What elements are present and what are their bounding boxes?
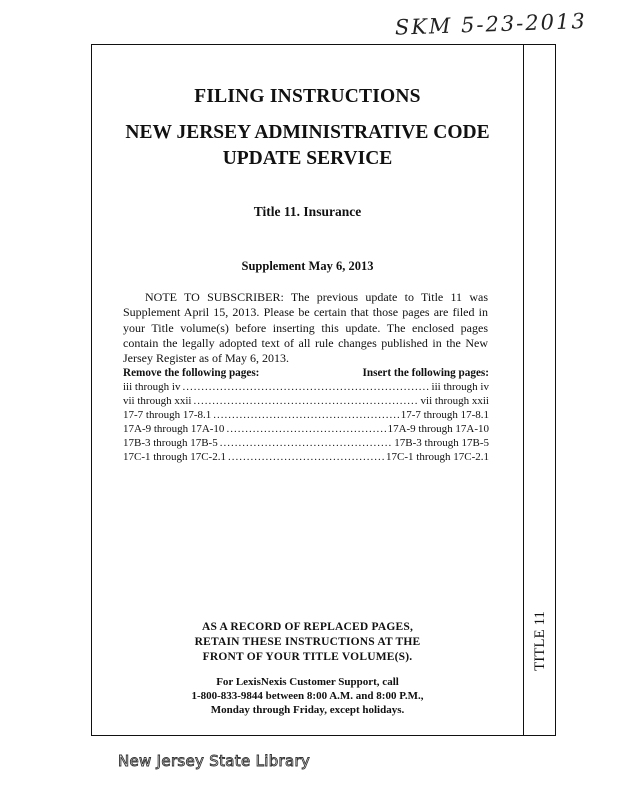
support-line-1: For LexisNexis Customer Support, call	[216, 676, 399, 688]
table-row	[123, 408, 489, 422]
leader-dots	[182, 380, 429, 394]
remove-cell: 17-7 through 17-8.1	[123, 409, 212, 421]
remove-cell: 17B-3 through 17B-5	[123, 437, 218, 449]
filing-instructions-heading: FILING INSTRUCTIONS	[194, 86, 421, 107]
leader-dots	[213, 408, 398, 422]
leader-dots	[220, 436, 393, 450]
insert-cell: iii through iv	[431, 381, 489, 393]
table-row	[123, 436, 489, 450]
insert-cell: 17-7 through 17-8.1	[400, 409, 489, 421]
leader-dots	[193, 394, 418, 408]
subscriber-note: NOTE TO SUBSCRIBER: The previous update to Title 11 was Supplement April 15, 2013. Please be certain that those pages are filed in your Title volume(s) before inserting this update. The enclosed pages contain the legally adopted text of all rule changes published in the New Jersey Register as of May 6, 2013.	[123, 290, 488, 366]
leader-dots	[226, 422, 385, 436]
insert-cell: 17A-9 through 17A-10	[387, 423, 489, 435]
leader-dots	[228, 450, 384, 464]
record-notice-line-1: AS A RECORD OF REPLACED PAGES,	[201, 621, 414, 633]
library-stamp: New Jersey State Library	[118, 752, 311, 770]
handwritten-annotation: SKM 5-23-2013	[394, 8, 588, 40]
table-row	[123, 450, 489, 464]
tab-divider	[523, 44, 524, 736]
support-line-3: Monday through Friday, except holidays.	[210, 704, 405, 716]
remove-cell: iii through iv	[123, 381, 181, 393]
record-notice-line-2: RETAIN THESE INSTRUCTIONS AT THE	[194, 636, 421, 648]
title-tab-label: TITLE 11	[532, 611, 548, 671]
record-notice-line-3: FRONT OF YOUR TITLE VOLUME(S).	[202, 651, 413, 663]
support-line-2: 1-800-833-9844 between 8:00 A.M. and 8:00 P.M.,	[191, 690, 424, 702]
remove-cell: vii through xxii	[123, 395, 192, 407]
table-row	[123, 422, 489, 436]
remove-cell: 17A-9 through 17A-10	[123, 423, 225, 435]
insert-header: Insert the following pages:	[362, 367, 489, 379]
remove-header: Remove the following pages:	[123, 367, 260, 379]
insert-cell: vii through xxii	[420, 395, 489, 407]
table-row	[123, 394, 489, 408]
supplement-date: Supplement May 6, 2013	[241, 259, 374, 273]
insert-cell: 17B-3 through 17B-5	[394, 437, 489, 449]
pages-table	[123, 366, 489, 464]
table-row	[123, 380, 489, 394]
update-service-heading: UPDATE SERVICE	[222, 148, 393, 169]
code-heading: NEW JERSEY ADMINISTRATIVE CODE	[125, 122, 490, 143]
insert-cell: 17C-1 through 17C-2.1	[386, 451, 489, 463]
pages-table-header	[123, 366, 489, 380]
title-heading: Title 11. Insurance	[253, 204, 362, 219]
remove-cell: 17C-1 through 17C-2.1	[123, 451, 226, 463]
